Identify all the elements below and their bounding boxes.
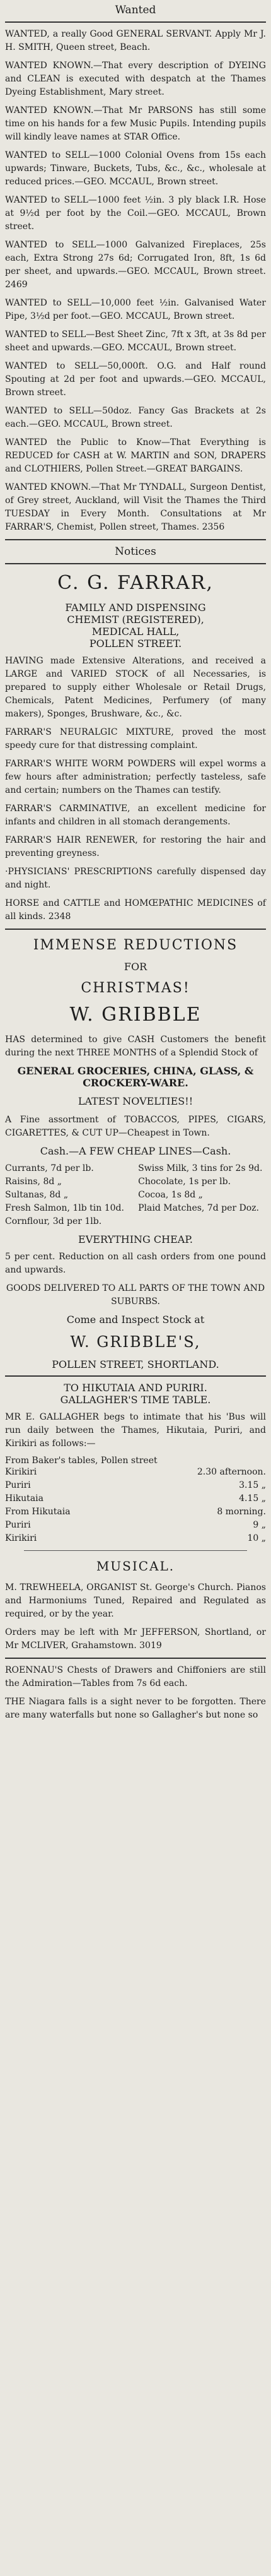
divider — [5, 563, 266, 564]
gribble-everything: EVERYTHING CHEAP. — [78, 1233, 193, 1245]
farrar-name: C. G. FARRAR, — [57, 572, 214, 594]
wanted-ad: WANTED to SELL—10,000 feet ½in. Galvanised Water Pipe, 3½d per foot.—GEO. MCCAUL, Brown street. — [5, 298, 266, 321]
gribble-christmas: CHRISTMAS! — [81, 980, 190, 996]
gallagher-body: MR E. GALLAGHER begs to intimate that his 'Bus will run daily between the Thames, Hikutaia, Puriri, and Kirikiri as follows:— — [5, 1412, 266, 1449]
musical-body: M. TREWHEELA, ORGANIST St. George's Church. Pianos and Harmoniums Tuned, Repaired and Regulated as required, or by the year. — [5, 1582, 266, 1619]
wanted-ad: WANTED to SELL—50doz. Fancy Gas Brackets at 2s each.—GEO. MCCAUL, Brown street. — [5, 406, 266, 429]
notices-heading: Notices — [115, 545, 156, 558]
gribble-latest: LATEST NOVELTIES!! — [78, 1095, 193, 1107]
farrar-item: FARRAR'S HAIR RENEWER, for restoring the hair and preventing greyness. — [5, 835, 266, 858]
wanted-ad: WANTED KNOWN.—That Mr PARSONS has still some time on his hands for a few Music Pupils. Intending pupils will kindly leave names at STAR Office. — [5, 105, 266, 142]
wanted-ad: WANTED the Public to Know—That Everything is REDUCED for CASH at W. MARTIN and SON, DRAPERS and CLOTHIERS, Pollen Street.—GREAT BARGAINS. — [5, 437, 266, 474]
price-item: Currants, 7d per lb. — [5, 1163, 94, 1173]
wanted-ads — [5, 28, 266, 534]
gribble-body: HAS determined to give CASH Customers the benefit during the next THREE MONTHS of a Splendid Stock of — [5, 1035, 266, 1058]
table-row: Puriri 9 „ — [5, 1520, 266, 1530]
table-row: From Hikutaia 8 morning. — [5, 1507, 266, 1517]
gallagher-advert — [5, 1382, 266, 1545]
gribble-reductions: IMMENSE REDUCTIONS — [33, 937, 238, 953]
gribble-stock: GENERAL GROCERIES, CHINA, GLASS, & CROCKERY-WARE. — [17, 1065, 254, 1089]
price-item: Swiss Milk, 3 tins for 2s 9d. — [138, 1163, 263, 1173]
price-item: Raisins, 8d „ — [5, 1177, 62, 1187]
farrar-hall: MEDICAL HALL, — [91, 626, 180, 638]
gribble-delivered: GOODS DELIVERED TO ALL PARTS OF THE TOWN AND SUBURBS. — [6, 1283, 265, 1307]
gallagher-from: From Baker's tables, Pollen street — [5, 1456, 158, 1466]
roennau-advert: ROENNAU'S Chests of Drawers and Chiffoniers are still the Admiration—Tables from 7s 6d each. — [5, 1665, 266, 1689]
farrar-item: FARRAR'S NEURALGIC MIXTURE, proved the most speedy cure for that distressing complaint. — [5, 727, 266, 751]
divider — [5, 21, 266, 23]
wanted-ad: WANTED to SELL—Best Sheet Zinc, 7ft x 3ft, at 3s 8d per sheet and upwards.—GEO. MCCAUL, Brown street. — [5, 329, 266, 353]
price-item: Chocolate, 1s per lb. — [138, 1177, 231, 1187]
farrar-item: FARRAR'S CARMINATIVE, an excellent medicine for infants and children in all stomach derangements. — [5, 804, 266, 827]
table-row: Kirikiri 2.30 afternoon. — [5, 1467, 266, 1477]
price-column-right — [138, 1162, 266, 1228]
wanted-ad: WANTED to SELL—1000 feet ½in. 3 ply black I.R. Hose at 9½d per foot by the Coil.—GEO. MCCAUL, Brown street. — [5, 195, 266, 232]
table-row: Puriri 3.15 „ — [5, 1480, 266, 1490]
price-item: Cocoa, 1s 8d „ — [138, 1190, 203, 1200]
wanted-ad: WANTED, a really Good GENERAL SERVANT. Apply Mr J. H. SMITH, Queen street, Beach. — [5, 29, 266, 52]
price-item: Plaid Matches, 7d per Doz. — [138, 1203, 259, 1213]
wanted-heading: Wanted — [115, 4, 156, 16]
farrar-line2: CHEMIST (REGISTERED), — [67, 614, 204, 626]
wanted-ad: WANTED to SELL—1000 Colonial Ovens from 15s each upwards; Tinware, Buckets, Tubs, &c., &c., wholesale at reduced prices.—GEO. MCCAUL, Brown street. — [5, 150, 266, 187]
wanted-ad: WANTED to SELL—50,000ft. O.G. and Half round Spouting at 2d per foot and upwards.—GEO. MCCAUL, Brown street. — [5, 361, 266, 398]
gribble-for: FOR — [124, 961, 147, 973]
farrar-horse: HORSE and CATTLE and HOMŒPATHIC MEDICINES of all kinds. 2348 — [5, 898, 266, 922]
gallagher-title2: GALLAGHER'S TIME TABLE. — [60, 1394, 211, 1406]
farrar-item: FARRAR'S WHITE WORM POWDERS will expel worms a few hours after administration; perfectly tasteless, safe and certain; numbers on the Thames can testify. — [5, 759, 266, 795]
table-row: Hikutaia 4.15 „ — [5, 1493, 266, 1504]
price-item: Cornflour, 3d per 1lb. — [5, 1216, 102, 1226]
price-item: Fresh Salmon, 1lb tin 10d. — [5, 1203, 124, 1213]
divider — [5, 1375, 266, 1377]
niagara-advert: THE Niagara falls is a sight never to be forgotten. There are many waterfalls but none so Gallagher's but none so — [5, 1697, 266, 1720]
divider — [5, 1658, 266, 1659]
gribble-tobacco: A Fine assortment of TOBACCOS, PIPES, CIGARS, CIGARETTES, & CUT UP—Cheapest in Town. — [5, 1115, 266, 1138]
gribble-store: W. GRIBBLE'S, — [70, 1333, 201, 1351]
divider — [24, 1550, 247, 1551]
wanted-ad: WANTED KNOWN.—That Mr TYNDALL, Surgeon Dentist, of Grey street, Auckland, will Visit the Thames the Third TUESDAY in Every Month. Consultations at Mr FARRAR'S, Chemist, Pollen street, Thames. 2356 — [5, 482, 266, 532]
gallagher-title1: TO HIKUTAIA AND PURIRI. — [64, 1382, 207, 1394]
price-item: Sultanas, 8d „ — [5, 1190, 69, 1200]
musical-advert — [5, 1558, 266, 1653]
gribble-come: Come and Inspect Stock at — [66, 1314, 205, 1326]
divider — [5, 929, 266, 930]
gribble-discount: 5 per cent. Reduction on all cash orders from one pound and upwards. — [5, 1252, 266, 1275]
newspaper-page — [5, 4, 266, 1722]
table-row: Kirikiri 10 „ — [5, 1533, 266, 1543]
divider — [5, 539, 266, 540]
gribble-advert — [5, 937, 266, 1370]
gribble-price-list — [5, 1162, 266, 1228]
musical-heading: MUSICAL. — [96, 1558, 175, 1574]
wanted-ad: WANTED KNOWN.—That every description of DYEING and CLEAN is executed with despatch at the Thames Dyeing Establishment, Mary street. — [5, 61, 266, 97]
farrar-advert — [5, 572, 266, 923]
gribble-name: W. GRIBBLE — [69, 1004, 202, 1026]
wanted-ad: WANTED to SELL—1000 Galvanized Fireplaces, 25s each, Extra Strong 27s 6d; Corrugated Iron, 8ft, 1s 6d per sheet, and upwards.—GEO. MCCAUL, Brown street. 2469 — [5, 240, 266, 290]
farrar-body: HAVING made Extensive Alterations, and received a LARGE and VARIED STOCK of all Necessaries, is prepared to supply either Wholesale or Retail Drugs, Chemicals, Patent Medicines, Perfumery (of many makers), Sponges, Brushware, &c., &c. — [5, 656, 266, 719]
gribble-address: POLLEN STREET, SHORTLAND. — [52, 1358, 219, 1370]
price-column-left — [5, 1162, 133, 1228]
farrar-street: POLLEN STREET. — [89, 638, 182, 650]
farrar-line1: FAMILY AND DISPENSING — [65, 602, 206, 614]
gallagher-timetable — [5, 1466, 266, 1545]
musical-orders: Orders may be left with Mr JEFFERSON, Shortland, or Mr MCLIVER, Grahamstown. 3019 — [5, 1627, 266, 1651]
gribble-cash: Cash.—A FEW CHEAP LINES—Cash. — [40, 1145, 231, 1157]
farrar-physicians: ·PHYSICIANS' PRESCRIPTIONS carefully dispensed day and night. — [5, 867, 266, 890]
